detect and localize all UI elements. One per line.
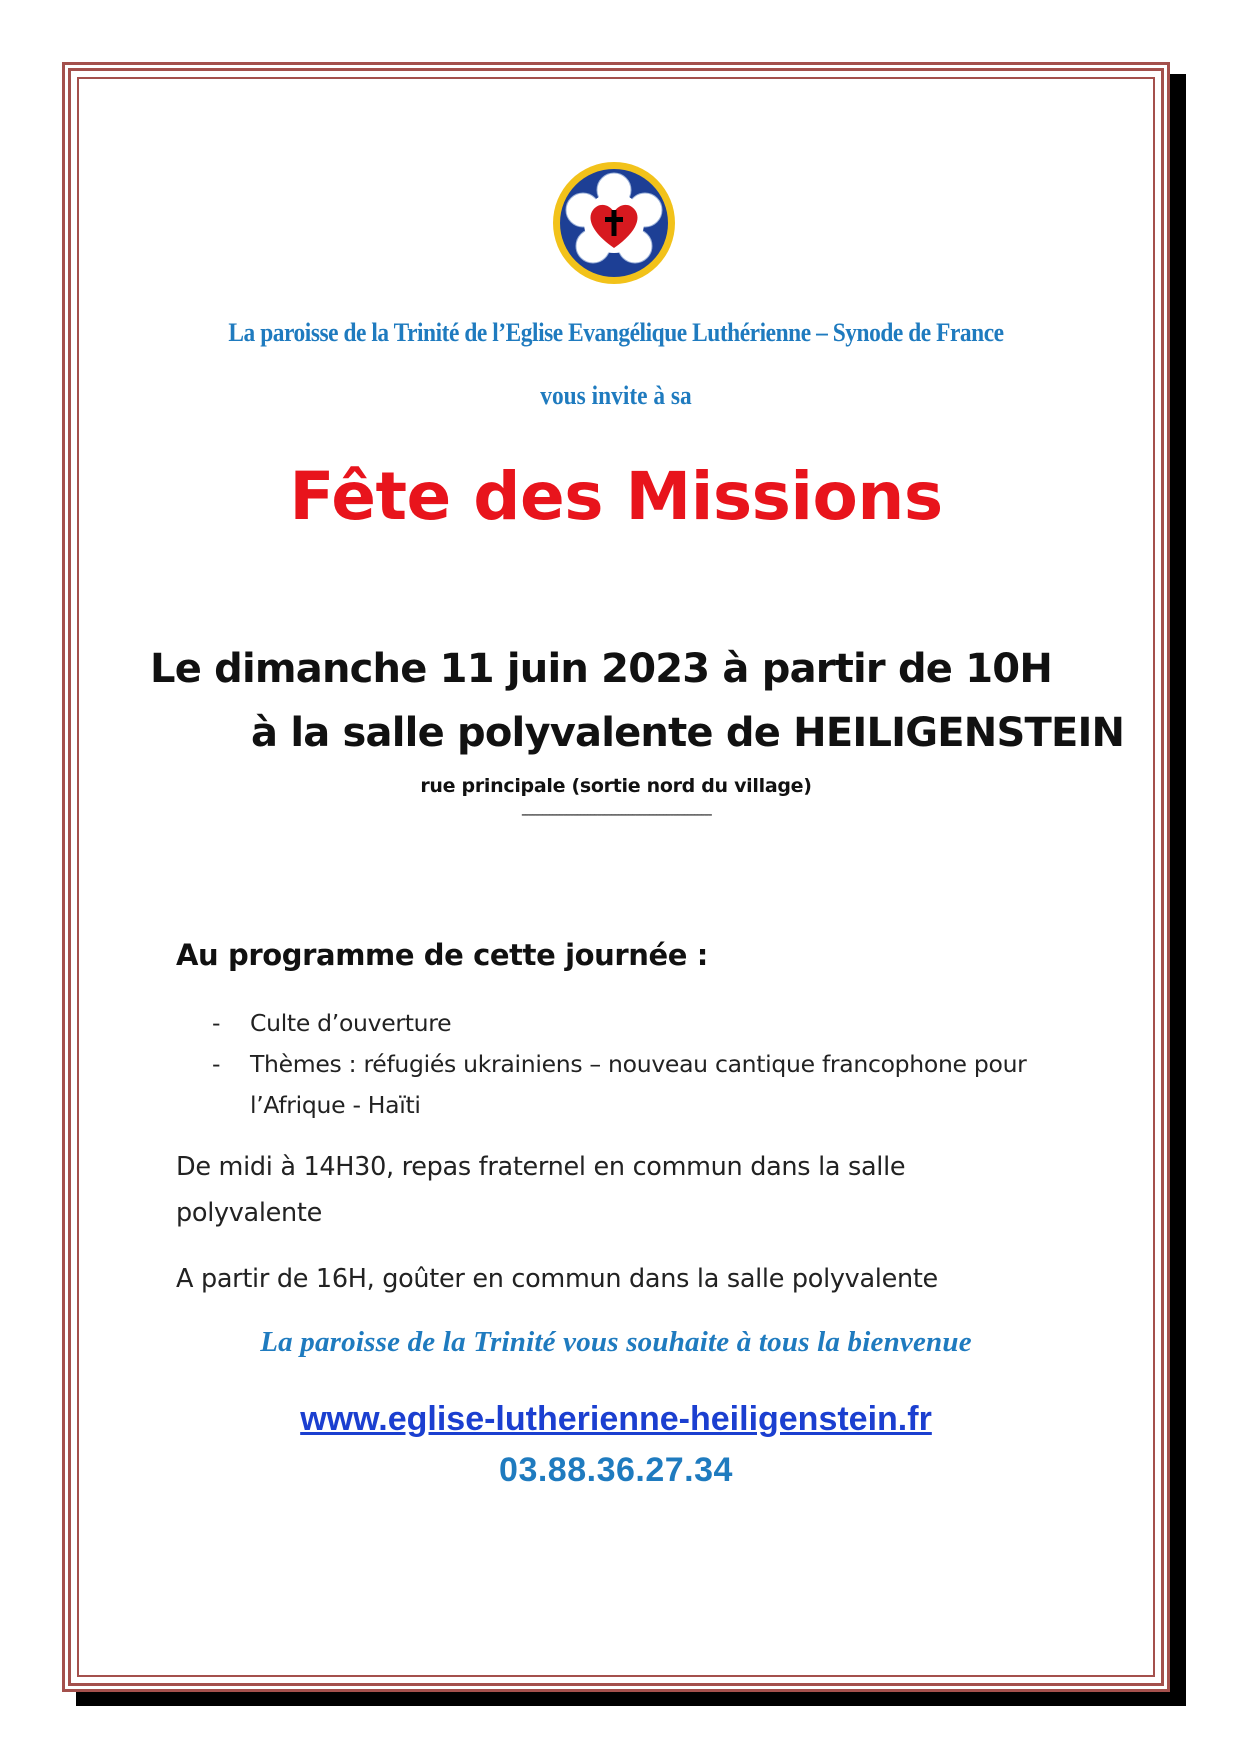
list-item — [212, 1003, 1082, 1044]
venue-street: rue principale (sortie nord du village) — [420, 775, 812, 797]
parish-subtitle: La paroisse de la Trinité de l’Eglise Evangélique Luthérienne – Synode de France — [228, 318, 1004, 347]
snack-paragraph: A partir de 16H, goûter en commun dans la salle polyvalente — [176, 1264, 938, 1294]
program-list — [212, 1003, 1082, 1126]
list-item-text: Thèmes : réfugiés ukrainiens – nouveau cantique francophone pour l’Afrique - Haïti — [250, 1050, 1027, 1119]
event-title: Fête des Missions — [289, 458, 943, 535]
program-title: Au programme de cette journée : — [176, 938, 708, 972]
bullet-marker: - — [212, 1009, 221, 1037]
website-link[interactable]: www.eglise-lutherienne-heiligenstein.fr — [300, 1400, 932, 1438]
event-date: Le dimanche 11 juin 2023 à partir de 10H — [150, 646, 1053, 692]
separator-line: ------------------------------------------------------- — [521, 807, 711, 823]
invite-line: vous invite à sa — [540, 381, 692, 410]
list-item — [212, 1044, 1082, 1126]
phone-number: 03.88.36.27.34 — [499, 1451, 733, 1489]
welcome-line: La paroisse de la Trinité vous souhaite à tous la bienvenue — [260, 1326, 972, 1358]
bullet-marker: - — [212, 1050, 221, 1078]
page-frame — [62, 62, 1170, 1692]
luther-rose-icon — [551, 160, 677, 286]
event-venue: à la salle polyvalente de HEILIGENSTEIN — [251, 710, 1125, 756]
list-item-text: Culte d’ouverture — [250, 1009, 452, 1037]
lunch-paragraph: De midi à 14H30, repas fraternel en commun dans la salle polyvalente — [176, 1152, 906, 1228]
